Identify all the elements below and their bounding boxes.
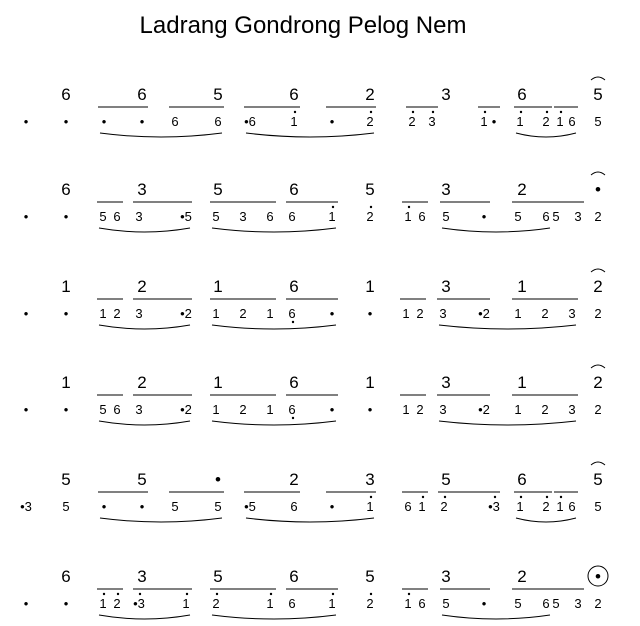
bonang-note: •	[63, 402, 69, 417]
octave-dot-high	[117, 593, 119, 595]
bonang-note: •	[101, 499, 107, 514]
bonang-note: 3	[135, 209, 143, 224]
octave-dot-high	[186, 593, 188, 595]
bonang-note: 5	[552, 209, 560, 224]
bonang-note: 2	[541, 306, 549, 321]
balungan-note: 3	[137, 567, 147, 586]
bonang-note: •3	[20, 499, 32, 514]
bonang-note: •2	[180, 306, 192, 321]
balungan-note: 1	[365, 373, 375, 392]
bonang-note: 3	[439, 402, 447, 417]
bonang-note: 2	[366, 114, 374, 129]
bonang-note: 2	[416, 306, 424, 321]
bonang-note: 1	[402, 402, 410, 417]
balungan-note: •	[595, 180, 601, 199]
slur-arc	[246, 518, 374, 522]
bonang-note: •	[23, 306, 29, 321]
balungan-note: 1	[517, 277, 527, 296]
octave-dot-high	[370, 593, 372, 595]
bonang-note: •	[23, 402, 29, 417]
slur-arc	[99, 421, 190, 425]
bonang-note: 5	[442, 596, 450, 611]
bonang-note: •	[23, 114, 29, 129]
bonang-note: •	[63, 596, 69, 611]
octave-dot-high	[332, 206, 334, 208]
balungan-note: 6	[61, 180, 71, 199]
bonang-note: 3	[568, 402, 576, 417]
bonang-note: 2	[594, 209, 602, 224]
octave-dot-high	[139, 593, 141, 595]
notation-row	[24, 77, 605, 137]
bonang-note: 1	[418, 499, 426, 514]
bonang-note: 6	[288, 306, 296, 321]
slur-arc	[100, 518, 222, 522]
octave-dot-high	[444, 496, 446, 498]
balungan-note: 6	[289, 567, 299, 586]
balungan-note: •	[595, 567, 601, 586]
bonang-note: 1	[516, 499, 524, 514]
octave-dot-high	[332, 593, 334, 595]
balungan-note: 3	[365, 470, 375, 489]
balungan-note: 5	[213, 180, 223, 199]
octave-dot-high	[546, 496, 548, 498]
slur-arc	[439, 421, 576, 425]
notation-row	[24, 566, 608, 619]
bonang-note: 2	[416, 402, 424, 417]
balungan-note: 1	[213, 277, 223, 296]
bonang-note: •	[481, 596, 487, 611]
notation-rows	[20, 77, 608, 619]
bonang-note: •	[329, 499, 335, 514]
bonang-note: 3	[428, 114, 436, 129]
kenong-arc-icon	[591, 462, 605, 465]
bonang-note: 1	[514, 402, 522, 417]
balungan-note: 6	[517, 85, 527, 104]
bonang-note: 2	[239, 402, 247, 417]
bonang-note: 6	[418, 209, 426, 224]
balungan-note: 1	[213, 373, 223, 392]
bonang-note: 2	[440, 499, 448, 514]
octave-dot-high	[370, 496, 372, 498]
bonang-note: 1	[266, 596, 274, 611]
balungan-note: 2	[137, 373, 147, 392]
balungan-note: 6	[61, 567, 71, 586]
bonang-note: •	[23, 596, 29, 611]
balungan-note: 2	[365, 85, 375, 104]
slur-arc	[442, 615, 550, 619]
balungan-note: 6	[289, 373, 299, 392]
octave-dot-high	[370, 206, 372, 208]
balungan-note: 6	[289, 85, 299, 104]
balungan-note: 6	[61, 85, 71, 104]
bonang-note: 1	[516, 114, 524, 129]
bonang-note: •2	[180, 402, 192, 417]
octave-dot-high	[422, 496, 424, 498]
bonang-note: 1	[366, 499, 374, 514]
octave-dot-high	[370, 111, 372, 113]
bonang-note: •	[101, 114, 107, 129]
balungan-note: 2	[517, 567, 527, 586]
bonang-note: 1	[556, 114, 564, 129]
bonang-note: 6	[290, 499, 298, 514]
kenong-arc-icon	[591, 365, 605, 368]
bonang-note: 5	[99, 402, 107, 417]
bonang-note: 1	[99, 596, 107, 611]
balungan-note: •	[215, 470, 221, 489]
slur-arc	[516, 133, 576, 137]
bonang-note: 1	[480, 114, 488, 129]
bonang-note: 6	[404, 499, 412, 514]
bonang-note: 3	[439, 306, 447, 321]
octave-dot-high	[216, 593, 218, 595]
bonang-note: 1	[266, 306, 274, 321]
bonang-note: •5	[180, 209, 192, 224]
balungan-note: 3	[441, 85, 451, 104]
bonang-note: 5	[514, 209, 522, 224]
slur-arc	[100, 133, 222, 137]
notation-row	[20, 462, 605, 522]
bonang-note: 3	[574, 596, 582, 611]
balungan-note: 2	[593, 277, 603, 296]
bonang-note: 5	[171, 499, 179, 514]
octave-dot-high	[520, 111, 522, 113]
slur-arc	[99, 325, 190, 329]
slur-arc	[516, 518, 576, 522]
bonang-note: 6	[113, 209, 121, 224]
slur-arc	[212, 615, 336, 619]
octave-dot-high	[560, 496, 562, 498]
bonang-note: 5	[212, 209, 220, 224]
bonang-note: 6	[214, 114, 222, 129]
balungan-note: 6	[289, 277, 299, 296]
bonang-note: 6	[288, 209, 296, 224]
bonang-note: 3	[135, 306, 143, 321]
balungan-note: 1	[365, 277, 375, 296]
bonang-note: 2	[542, 114, 550, 129]
slur-arc	[212, 228, 336, 232]
octave-dot-high	[494, 496, 496, 498]
bonang-note: •	[23, 209, 29, 224]
notation-row	[24, 365, 605, 425]
bonang-note: 1	[182, 596, 190, 611]
bonang-note: 2	[113, 306, 121, 321]
balungan-note: 5	[593, 85, 603, 104]
kenong-arc-icon	[591, 77, 605, 80]
bonang-note: 5	[62, 499, 70, 514]
slur-arc	[212, 421, 336, 425]
bonang-note: •5	[244, 499, 256, 514]
octave-dot-high	[432, 111, 434, 113]
bonang-note: 6	[542, 596, 550, 611]
bonang-note: •	[63, 306, 69, 321]
bonang-note: •3	[133, 596, 145, 611]
bonang-note: •	[329, 114, 335, 129]
balungan-note: 2	[593, 373, 603, 392]
slur-arc	[246, 133, 374, 137]
bonang-note: •	[329, 306, 335, 321]
bonang-note: 2	[542, 499, 550, 514]
bonang-note: 3	[568, 306, 576, 321]
bonang-note: •3	[488, 499, 500, 514]
page-title: Ladrang Gondrong Pelog Nem	[139, 12, 467, 39]
bonang-note: 1	[328, 596, 336, 611]
balungan-note: 2	[289, 470, 299, 489]
balungan-note: 5	[213, 85, 223, 104]
balungan-note: 5	[213, 567, 223, 586]
bonang-note: 3	[574, 209, 582, 224]
bonang-note: 2	[366, 596, 374, 611]
bonang-note: 6	[266, 209, 274, 224]
bonang-note: 1	[212, 306, 220, 321]
bonang-note: 6	[288, 596, 296, 611]
bonang-note: 1	[290, 114, 298, 129]
notation-row	[24, 172, 605, 232]
bonang-note: 3	[239, 209, 247, 224]
bonang-note: 1	[99, 306, 107, 321]
bonang-note: 5	[99, 209, 107, 224]
bonang-note: 1	[328, 209, 336, 224]
octave-dot-high	[412, 111, 414, 113]
balungan-note: 6	[289, 180, 299, 199]
slur-arc	[442, 228, 550, 232]
bonang-note: 2	[366, 209, 374, 224]
bonang-note: 2	[594, 306, 602, 321]
octave-dot-high	[520, 496, 522, 498]
bonang-note: 6	[542, 209, 550, 224]
bonang-note: •	[63, 114, 69, 129]
bonang-note: •	[139, 114, 145, 129]
balungan-note: 3	[441, 373, 451, 392]
bonang-note: •	[367, 306, 373, 321]
bonang-note: 6	[418, 596, 426, 611]
bonang-note: •	[329, 402, 335, 417]
bonang-note: 1	[212, 402, 220, 417]
balungan-note: 2	[137, 277, 147, 296]
bonang-note: •	[63, 209, 69, 224]
balungan-note: 3	[441, 277, 451, 296]
balungan-note: 5	[365, 180, 375, 199]
bonang-note: 1	[402, 306, 410, 321]
bonang-note: •6	[244, 114, 256, 129]
balungan-note: 5	[61, 470, 71, 489]
slur-arc	[99, 228, 190, 232]
slur-arc	[439, 325, 576, 329]
bonang-note: 6	[113, 402, 121, 417]
kenong-arc-icon	[591, 172, 605, 175]
balungan-note: 5	[365, 567, 375, 586]
bonang-note: 2	[239, 306, 247, 321]
balungan-note: 1	[61, 277, 71, 296]
bonang-note: 6	[171, 114, 179, 129]
bonang-note: •	[491, 114, 497, 129]
bonang-note: 2	[594, 402, 602, 417]
bonang-note: 1	[266, 402, 274, 417]
octave-dot-high	[294, 111, 296, 113]
bonang-note: •2	[478, 306, 490, 321]
octave-dot-high	[546, 111, 548, 113]
balungan-note: 5	[137, 470, 147, 489]
bonang-note: 6	[288, 402, 296, 417]
balungan-note: 2	[517, 180, 527, 199]
octave-dot-high	[270, 593, 272, 595]
balungan-note: 1	[517, 373, 527, 392]
octave-dot-low	[292, 321, 294, 323]
octave-dot-low	[292, 417, 294, 419]
bonang-note: 5	[594, 114, 602, 129]
kenong-arc-icon	[591, 269, 605, 272]
bonang-note: 2	[212, 596, 220, 611]
bonang-note: 1	[404, 209, 412, 224]
octave-dot-high	[408, 206, 410, 208]
balungan-note: 3	[137, 180, 147, 199]
notation-row	[24, 269, 605, 329]
balungan-note: 6	[517, 470, 527, 489]
bonang-note: •	[481, 209, 487, 224]
octave-dot-high	[560, 111, 562, 113]
bonang-note: 1	[556, 499, 564, 514]
bonang-note: •	[139, 499, 145, 514]
bonang-note: 3	[135, 402, 143, 417]
balungan-note: 3	[441, 180, 451, 199]
bonang-note: 1	[514, 306, 522, 321]
slur-arc	[99, 615, 190, 619]
bonang-note: 6	[568, 114, 576, 129]
bonang-note: 1	[404, 596, 412, 611]
bonang-note: 2	[113, 596, 121, 611]
bonang-note: 6	[568, 499, 576, 514]
bonang-note: •	[367, 402, 373, 417]
bonang-note: 5	[214, 499, 222, 514]
slur-arc	[212, 325, 336, 329]
balungan-note: 6	[137, 85, 147, 104]
bonang-note: 2	[594, 596, 602, 611]
octave-dot-high	[408, 593, 410, 595]
bonang-note: 5	[442, 209, 450, 224]
bonang-note: 2	[408, 114, 416, 129]
bonang-note: 5	[552, 596, 560, 611]
bonang-note: 2	[541, 402, 549, 417]
balungan-note: 3	[441, 567, 451, 586]
octave-dot-high	[484, 111, 486, 113]
balungan-note: 5	[593, 470, 603, 489]
bonang-note: 5	[594, 499, 602, 514]
balungan-note: 1	[61, 373, 71, 392]
bonang-note: 5	[514, 596, 522, 611]
octave-dot-high	[103, 593, 105, 595]
bonang-note: •2	[478, 402, 490, 417]
balungan-note: 5	[441, 470, 451, 489]
